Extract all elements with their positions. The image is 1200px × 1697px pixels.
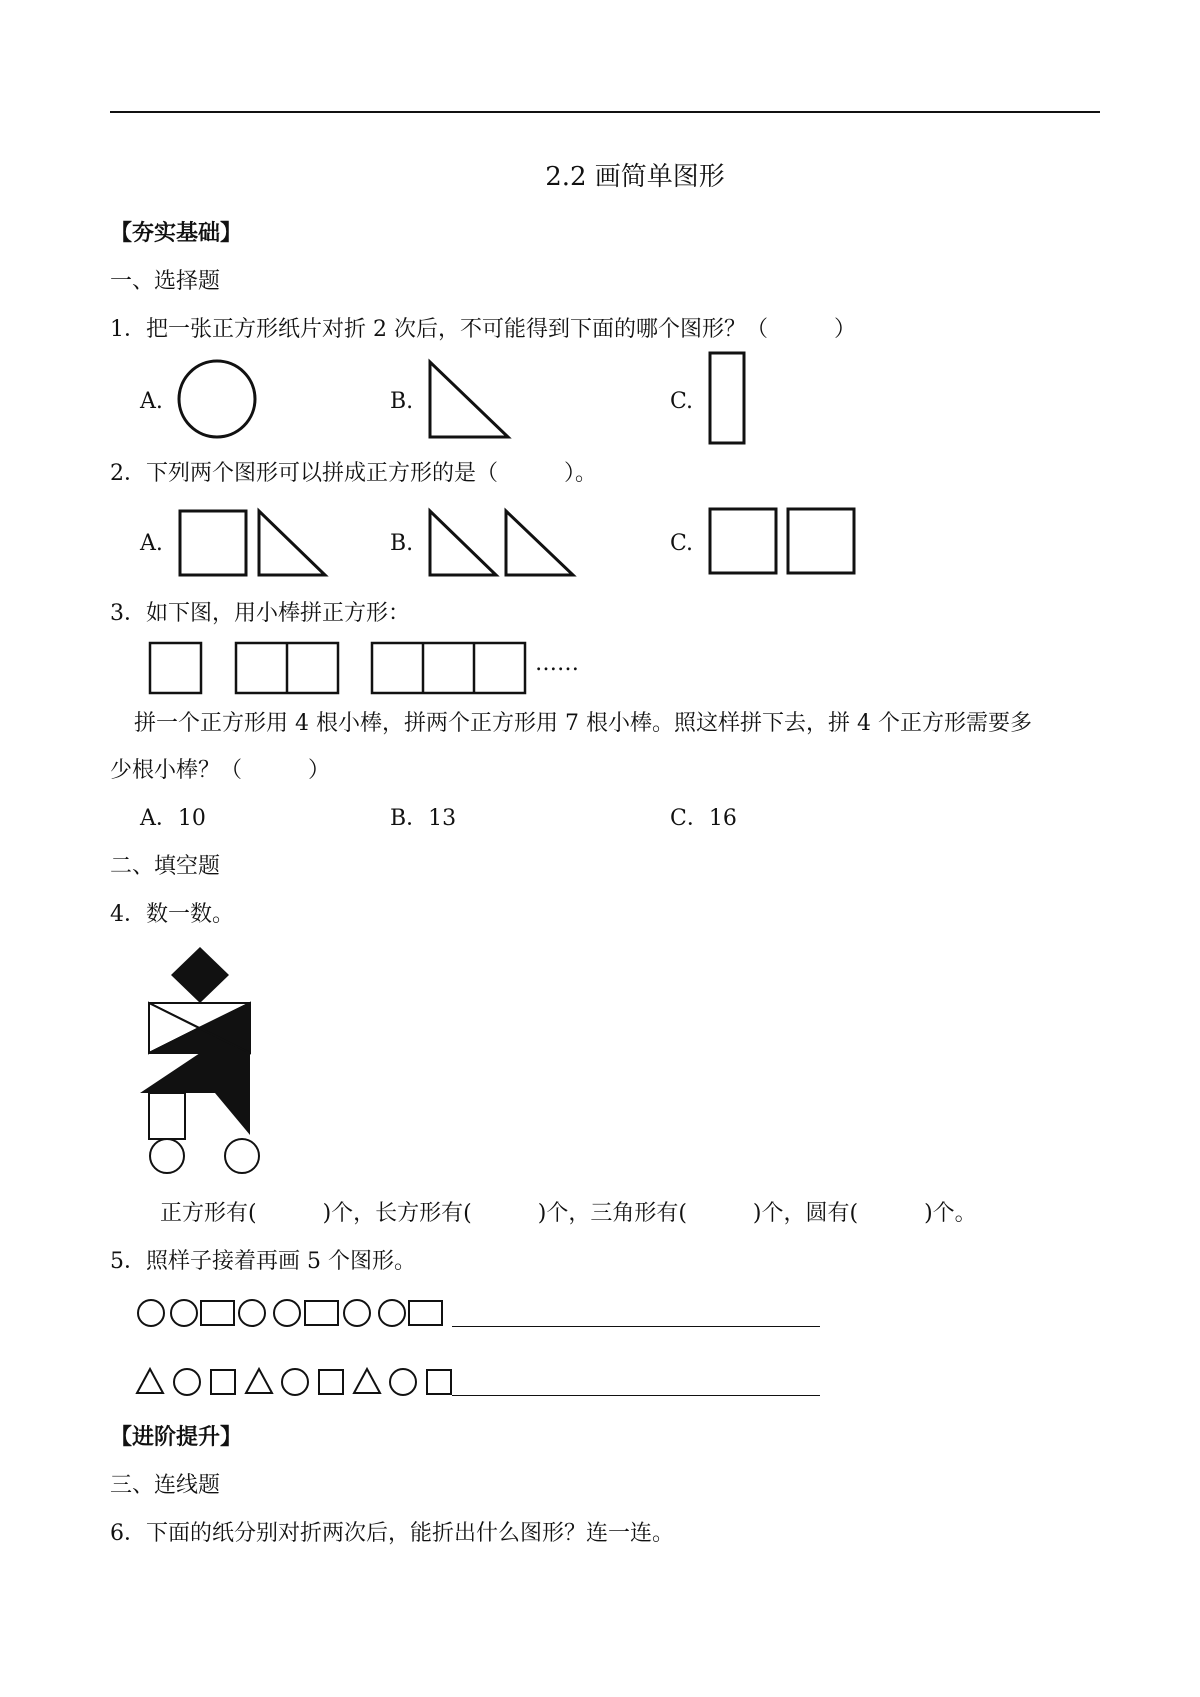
q2-option-a-shapes: [178, 509, 328, 579]
question-3: 3．如下图，用小棒拼正方形：: [110, 601, 410, 626]
question-2: 2．下列两个图形可以拼成正方形的是（ ）。: [110, 461, 597, 486]
q3-body-line-2: 少根小棒？（ ）: [110, 758, 331, 783]
q5-pattern-row-1: [135, 1296, 455, 1332]
question-4: 4．数一数。: [110, 902, 234, 927]
q1-option-c-label: C.: [670, 389, 694, 414]
q5-answer-line-2[interactable]: [452, 1395, 820, 1396]
q5-pattern-row-2: [135, 1366, 455, 1402]
q3-ellipsis: ……: [535, 651, 579, 676]
question-5: 5．照样子接着再画 5 个图形。: [110, 1249, 416, 1274]
section-basic: 【夯实基础】: [110, 221, 243, 246]
page-title: 2.2 画简单图形: [545, 162, 725, 192]
section-advanced: 【进阶提升】: [110, 1425, 243, 1450]
q3-option-b: B．13: [390, 806, 457, 831]
q1-option-a-label: A.: [140, 389, 163, 414]
q2-option-a-label: A.: [140, 531, 163, 556]
q1-rectangle-shape: [708, 351, 748, 446]
q2-option-b-label: B.: [390, 531, 414, 556]
part-choice: 一、选择题: [110, 269, 221, 294]
question-1: 1．把一张正方形纸片对折 2 次后，不可能得到下面的哪个图形？（ ）: [110, 317, 856, 342]
q5-answer-line-1[interactable]: [452, 1326, 820, 1327]
part-fill: 二、填空题: [110, 854, 221, 879]
q4-tangram-figure: [135, 945, 265, 1180]
q2-option-c-label: C.: [670, 531, 694, 556]
q3-body-line-1: 拼一个正方形用 4 根小棒，拼两个正方形用 7 根小棒。照这样拼下去，拼 4 个正方形需要多: [134, 711, 1032, 736]
q1-triangle-shape: [428, 360, 513, 440]
q2-option-c-shapes: [708, 507, 858, 577]
q1-circle-shape: [178, 360, 258, 440]
q3-option-a: A．10: [140, 806, 206, 831]
top-rule: [110, 111, 1100, 113]
q2-option-b-shapes: [428, 509, 578, 579]
question-6: 6．下面的纸分别对折两次后，能折出什么图形？连一连。: [110, 1521, 674, 1546]
q4-answer-line: 正方形有( )个，长方形有( )个，三角形有( )个，圆有( )个。: [160, 1201, 977, 1226]
q3-stick-squares: [148, 641, 568, 697]
q1-option-b-label: B.: [390, 389, 414, 414]
part-match: 三、连线题: [110, 1473, 221, 1498]
q3-option-c: C．16: [670, 806, 737, 831]
